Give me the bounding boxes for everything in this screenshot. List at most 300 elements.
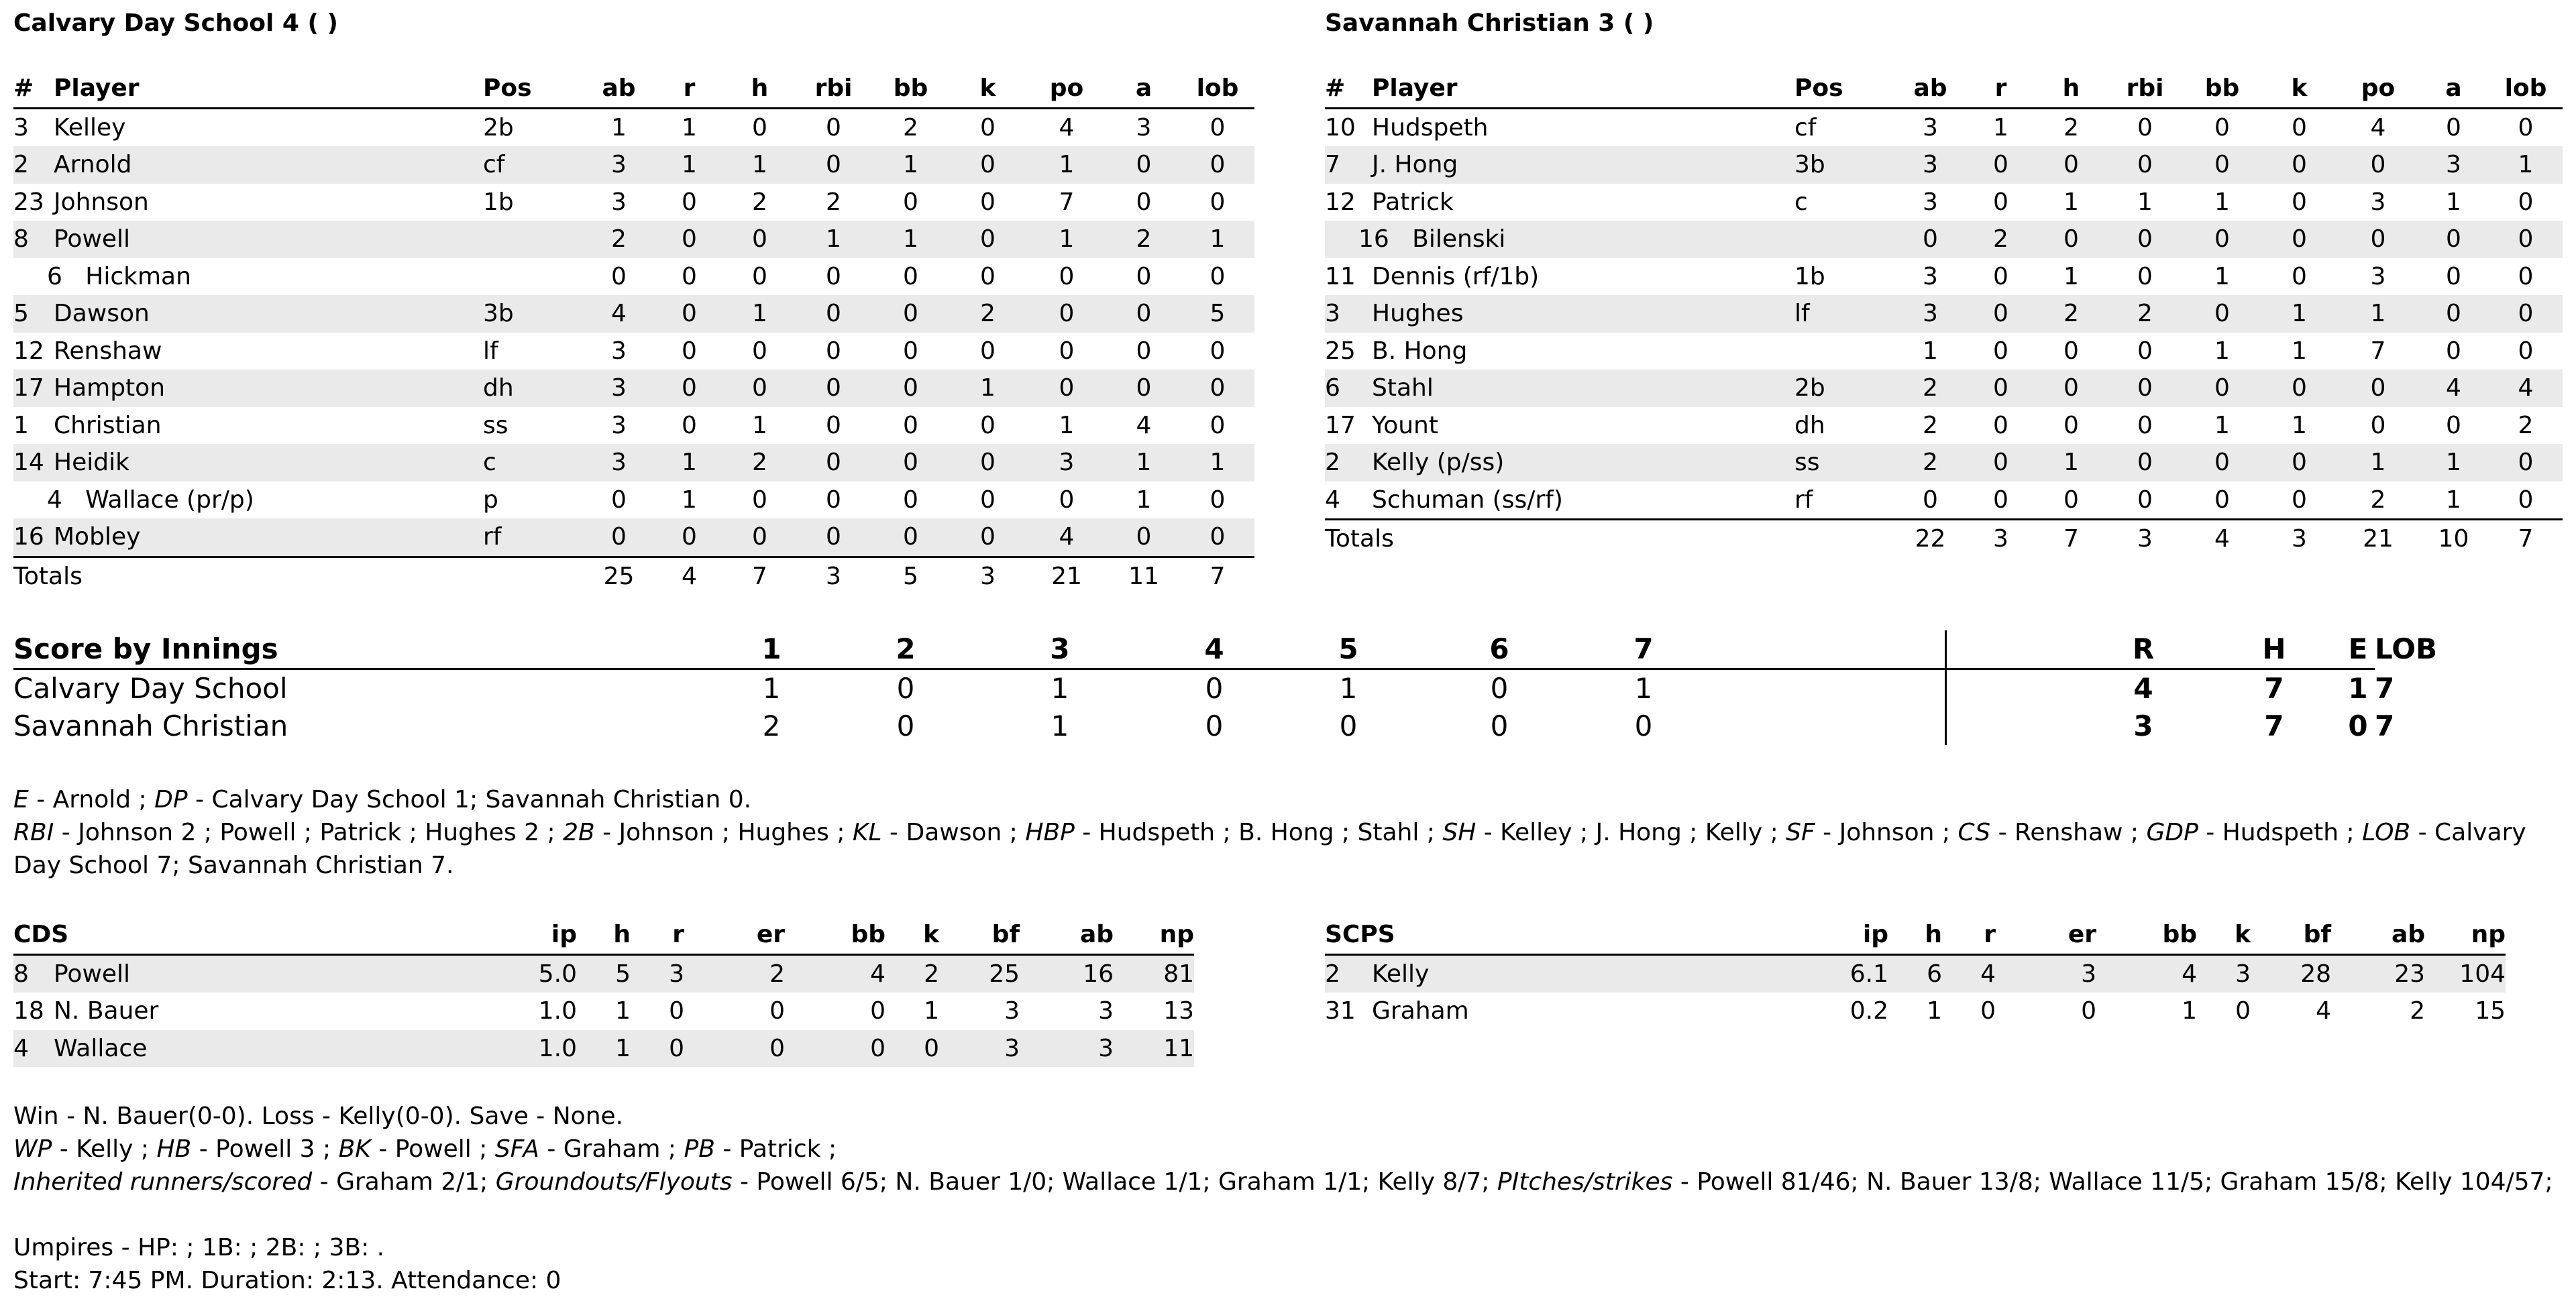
note-text: - Graham ;: [539, 1135, 684, 1163]
stat-h: 1: [1927, 997, 1943, 1025]
inning-runs: 0: [1205, 710, 1224, 742]
player-position: dh: [483, 374, 514, 402]
col-header-ip: ip: [1835, 916, 1888, 954]
stat-r: 0: [1993, 151, 2008, 178]
stat-k: 0: [980, 449, 996, 476]
col-header-rbi: rbi: [2106, 70, 2184, 108]
stat-r: 0: [682, 411, 697, 439]
stat-a: 0: [1136, 374, 1152, 402]
decisions-line: Win - N. Bauer(0-0). Loss - Kelly(0-0). Save - None.: [13, 1102, 624, 1130]
col-header-bb: bb: [785, 916, 885, 954]
col-header-number: #: [1325, 70, 1372, 108]
col-header-np: np: [2425, 916, 2506, 954]
pitching-header-row: [1325, 916, 2506, 954]
col-header-number: #: [13, 70, 54, 108]
note-label: GDP: [2146, 819, 2198, 846]
note-text: - Kelly ;: [52, 1135, 157, 1163]
jersey-number: 10: [1325, 113, 1356, 142]
col-header-player: Player: [1372, 70, 1794, 108]
stat-k: 1: [2292, 300, 2307, 327]
stat-lob: 0: [2518, 188, 2534, 216]
col-header-ip: ip: [523, 916, 577, 954]
inning-runs: 0: [896, 672, 915, 705]
stat-po: 1: [1059, 151, 1075, 178]
jersey-number: 8: [13, 960, 29, 988]
jersey-number: 17: [13, 374, 44, 402]
stat-rbi: 1: [2137, 188, 2153, 216]
player-name: Stahl: [1372, 374, 1434, 402]
stat-rbi: 0: [826, 449, 841, 476]
stat-r: 0: [1993, 337, 2008, 365]
col-header-bf: bf: [2251, 916, 2331, 954]
jersey-number: 4: [13, 1034, 29, 1062]
stat-k: 0: [980, 225, 996, 253]
stat-po: 3: [2370, 188, 2386, 216]
col-header-k: k: [2197, 916, 2251, 954]
innings-divider: [1945, 708, 2080, 745]
col-header-pos: Pos: [483, 70, 584, 108]
stat-po: 4: [2370, 113, 2386, 142]
player-row: [13, 146, 1254, 184]
total-rbi: 3: [795, 557, 872, 595]
stat-r: 0: [1993, 262, 2008, 290]
note-label: SH: [1442, 819, 1477, 846]
player-name: Hampton: [54, 374, 166, 402]
stat-rbi: 0: [2137, 411, 2153, 439]
player-name: Hickman: [85, 262, 191, 290]
stat-h: 0: [752, 262, 767, 290]
stat-h: 2: [2063, 113, 2079, 142]
note-text: - Powell 6/5; N. Bauer 1/0; Wallace 1/1; Graham 1/1; Kelly 8/7;: [732, 1168, 1497, 1196]
stat-ab: 2: [1923, 374, 1938, 402]
game-notes-line-1: [13, 783, 2563, 816]
inning-runs: 1: [1634, 672, 1653, 705]
player-position: 1b: [1794, 262, 1825, 290]
col-header-a: a: [1107, 70, 1181, 108]
stat-rbi: 0: [2137, 113, 2153, 142]
stat-a: 0: [2446, 300, 2461, 327]
player-name-cell: [13, 258, 483, 296]
stat-h: 0: [2063, 374, 2079, 402]
stat-a: 0: [1136, 262, 1152, 290]
stat-h: 0: [2063, 151, 2079, 178]
player-position: ss: [1794, 449, 1820, 476]
stat-ab: 0: [611, 262, 627, 290]
stat-r: 1: [682, 486, 697, 514]
stat-bf: 4: [2316, 997, 2332, 1025]
stat-a: 2: [1136, 225, 1152, 253]
stat-ab: 2: [611, 225, 627, 253]
umpires-line: Umpires - HP: ; 1B: ; 2B: ; 3B: .: [13, 1234, 385, 1261]
player-row: [13, 221, 1254, 258]
stat-r: 1: [1993, 113, 2008, 142]
note-label: DP: [154, 786, 188, 813]
stat-lob: 0: [1210, 188, 1226, 216]
stat-r: 0: [682, 188, 697, 216]
away-pitching-table: [13, 916, 1194, 1067]
note-label: LOB: [2362, 819, 2411, 846]
jersey-number: 14: [13, 449, 44, 476]
player-row: [1325, 482, 2563, 520]
total-ab: 25: [584, 557, 654, 595]
player-position: [1794, 333, 1895, 370]
col-header-lob: lob: [2489, 70, 2563, 108]
stat-h: 0: [2063, 411, 2079, 439]
note-label: Groundouts/Flyouts: [495, 1168, 733, 1196]
player-row: [13, 518, 1254, 557]
stat-rbi: 0: [2137, 449, 2153, 476]
total-bb: 4: [2184, 520, 2261, 558]
stat-k: 1: [2292, 337, 2307, 365]
col-header-ab: ab: [1020, 916, 1114, 954]
player-name-cell: [1325, 221, 1794, 258]
stat-k: 0: [2292, 113, 2307, 142]
pitching-team-title: SCPS: [1325, 916, 1835, 954]
player-name: Dawson: [54, 300, 150, 327]
stat-lob: 0: [2518, 262, 2534, 290]
player-position: [483, 221, 584, 258]
stat-bb: 0: [2214, 113, 2230, 142]
stat-rbi: 0: [2137, 262, 2153, 290]
home-batting-table: [1325, 70, 2563, 558]
stat-bb: 0: [903, 262, 918, 290]
player-name-cell: [13, 482, 483, 519]
note-text: - Graham 2/1;: [312, 1168, 496, 1196]
stat-a: 0: [2446, 113, 2461, 142]
note-text: - Kelley ; J. Hong ; Kelly ;: [1476, 819, 1786, 846]
stat-bb: 0: [870, 997, 886, 1025]
stat-bb: 1: [2214, 262, 2230, 290]
pitcher-row: [13, 993, 1194, 1030]
totals-label: Totals: [1325, 520, 1895, 558]
stat-lob: 0: [1210, 113, 1226, 142]
player-position: 2b: [1794, 374, 1825, 402]
jersey-number: 25: [1325, 337, 1356, 365]
jersey-number: 5: [13, 300, 29, 327]
inning-header: 1: [704, 630, 839, 669]
stat-lob: 0: [1210, 523, 1226, 551]
stat-bb: 1: [2214, 337, 2230, 365]
stat-h: 1: [2063, 188, 2079, 216]
inning-runs: 0: [1205, 672, 1224, 705]
note-label: HB: [156, 1135, 192, 1163]
pitcher-name: Graham: [1372, 997, 1469, 1025]
score-by-innings-table: [13, 630, 2437, 745]
note-label: Inherited runners/scored: [13, 1168, 313, 1196]
col-header-ab: ab: [584, 70, 654, 108]
stat-r: 0: [1993, 300, 2008, 327]
note-label: KL: [852, 819, 882, 846]
stat-bb: 0: [903, 337, 918, 365]
inning-runs: 1: [762, 672, 781, 705]
stat-bb: 2: [903, 113, 918, 142]
stat-lob: 0: [2518, 337, 2534, 365]
stat-bb: 0: [870, 1034, 886, 1062]
stat-k: 1: [980, 374, 996, 402]
inning-runs: 1: [1051, 710, 1069, 742]
note-label: CS: [1957, 819, 1991, 846]
innings-header-row: Score by Innings 1 2 3 4 5 6 7 R H E LOB: [13, 630, 2375, 669]
stat-ab: 2: [1923, 449, 1938, 476]
col-header-po: po: [1026, 70, 1107, 108]
inning-header: 7: [1583, 630, 1704, 669]
stat-bb: 0: [903, 411, 918, 439]
stat-rbi: 1: [826, 225, 841, 253]
note-label: BK: [338, 1135, 371, 1163]
stat-h: 1: [2063, 262, 2079, 290]
stat-po: 0: [1059, 374, 1075, 402]
col-header-h: h: [577, 916, 631, 954]
jersey-number: 4: [47, 486, 62, 514]
stat-bb: 1: [903, 151, 918, 178]
stat-k: 0: [2292, 151, 2307, 178]
player-row: [1325, 295, 2563, 333]
total-a: 10: [2418, 520, 2489, 558]
stat-po: 1: [2370, 449, 2386, 476]
player-position: lf: [483, 337, 498, 365]
note-text: - Dawson ;: [881, 819, 1026, 846]
stat-ab: 3: [611, 188, 627, 216]
stat-po: 0: [1059, 262, 1075, 290]
stat-ip: 0.2: [1849, 997, 1889, 1025]
stat-rbi: 0: [826, 151, 841, 178]
innings-team-name: Savannah Christian: [13, 710, 288, 742]
stat-ab: 0: [1923, 225, 1938, 253]
stat-lob: 1: [1210, 449, 1226, 476]
stat-lob: 0: [1210, 337, 1226, 365]
jersey-number: 2: [1325, 449, 1340, 476]
player-name: Wallace (pr/p): [85, 486, 254, 514]
col-header-k: k: [949, 70, 1026, 108]
inning-runs: 0: [1490, 672, 1509, 705]
player-position: p: [483, 486, 498, 514]
stat-rbi: 0: [826, 337, 841, 365]
stat-ab: 3: [611, 449, 627, 476]
player-position: lf: [1794, 300, 1810, 327]
stat-h: 1: [752, 151, 767, 178]
col-header-h: h: [1888, 916, 1942, 954]
innings-divider: [1945, 630, 2080, 669]
stat-k: 3: [2235, 960, 2251, 988]
player-position: dh: [1794, 411, 1825, 439]
stat-k: 0: [2292, 262, 2307, 290]
totals-label: Totals: [13, 557, 584, 595]
player-row: [1325, 184, 2563, 221]
stat-a: 4: [2446, 374, 2461, 402]
note-text: - Powell 81/46; N. Bauer 13/8; Wallace 11/5; Graham 15/8; Kelly 104/57;: [1672, 1168, 2553, 1196]
col-header-er: er: [1996, 916, 2096, 954]
stat-np: 81: [1163, 960, 1195, 988]
player-row: [13, 444, 1254, 482]
stat-lob: 0: [1210, 374, 1226, 402]
stat-h: 0: [2063, 486, 2079, 514]
team-total-e: 1: [2348, 672, 2368, 705]
stat-a: 3: [1136, 113, 1152, 142]
player-name: Bilenski: [1412, 225, 1506, 253]
game-notes-line-2: [13, 816, 2563, 882]
away-team-title: Calvary Day School 4 ( ): [13, 9, 338, 37]
stat-a: 0: [1136, 188, 1152, 216]
start-duration-attendance: Start: 7:45 PM. Duration: 2:13. Attendance: 0: [13, 1267, 561, 1294]
stat-r: 0: [682, 225, 697, 253]
stat-bf: 3: [1004, 1034, 1020, 1062]
pitcher-name: Powell: [54, 960, 131, 988]
stat-ab: 3: [611, 337, 627, 365]
stat-ip: 1.0: [538, 1034, 578, 1062]
stat-bb: 0: [2214, 300, 2230, 327]
stat-k: 0: [2292, 225, 2307, 253]
player-name: Christian: [54, 411, 162, 439]
stat-bb: 1: [2214, 411, 2230, 439]
col-header-lob: lob: [1181, 70, 1254, 108]
pitcher-name: Kelly: [1372, 960, 1430, 988]
stat-er: 3: [2081, 960, 2097, 988]
stat-bb: 1: [2182, 997, 2198, 1025]
inning-runs: 0: [896, 710, 915, 742]
stat-po: 4: [1059, 113, 1075, 142]
player-name: Hudspeth: [1372, 113, 1489, 142]
pitcher-row: [1325, 993, 2506, 1030]
stat-lob: 0: [2518, 113, 2534, 142]
player-row: [13, 184, 1254, 221]
stat-r: 0: [1993, 411, 2008, 439]
player-row: [13, 370, 1254, 407]
col-header-bf: bf: [939, 916, 1020, 954]
jersey-number: 23: [13, 188, 44, 216]
total-po: 21: [2338, 520, 2418, 558]
player-name: Johnson: [54, 188, 149, 216]
note-text: - Hudspeth ;: [2198, 819, 2363, 846]
stat-lob: 0: [1210, 262, 1226, 290]
note-text: - Johnson ; Hughes ;: [594, 819, 853, 846]
innings-divider: [1945, 669, 2080, 708]
stat-ab: 3: [1923, 151, 1938, 178]
stat-k: 1: [2292, 411, 2307, 439]
stat-bf: 28: [2300, 960, 2332, 988]
stat-rbi: 0: [826, 523, 841, 551]
stat-k: 0: [2292, 449, 2307, 476]
player-name: Dennis (rf/1b): [1372, 262, 1540, 290]
stat-rbi: 0: [826, 486, 841, 514]
player-name: B. Hong: [1372, 337, 1468, 365]
stat-r: 0: [1993, 449, 2008, 476]
jersey-number: 3: [13, 113, 29, 142]
stat-po: 0: [2370, 225, 2386, 253]
stat-ab: 3: [1923, 300, 1938, 327]
stat-r: 0: [669, 997, 685, 1025]
stat-rbi: 2: [826, 188, 841, 216]
total-header-r: R: [2080, 630, 2207, 669]
stat-po: 7: [1059, 188, 1075, 216]
jersey-number: 31: [1325, 997, 1356, 1025]
note-label: 2B: [563, 819, 595, 846]
total-header-h: H: [2207, 630, 2341, 669]
stat-k: 0: [980, 262, 996, 290]
total-r: 4: [654, 557, 724, 595]
stat-r: 0: [682, 262, 697, 290]
stat-r: 0: [682, 337, 697, 365]
inning-header: 2: [839, 630, 973, 669]
stat-a: 0: [1136, 523, 1152, 551]
stat-ab: 16: [1083, 960, 1114, 988]
player-position: 2b: [483, 113, 514, 142]
stat-ab: 0: [611, 523, 627, 551]
jersey-number: 6: [1325, 374, 1340, 402]
stat-rbi: 0: [826, 300, 841, 327]
pitching-notes: [13, 1100, 2563, 1198]
total-ab: 22: [1895, 520, 1966, 558]
note-label: RBI: [13, 819, 54, 846]
col-header-r: r: [654, 70, 724, 108]
player-row: [1325, 407, 2563, 445]
stat-r: 0: [1993, 374, 2008, 402]
stat-ab: 3: [611, 411, 627, 439]
total-k: 3: [949, 557, 1026, 595]
stat-k: 1: [924, 997, 940, 1025]
stat-np: 11: [1163, 1034, 1195, 1062]
col-header-rbi: rbi: [795, 70, 872, 108]
jersey-number: 11: [1325, 262, 1356, 290]
stat-h: 1: [2063, 449, 2079, 476]
stat-bb: 0: [903, 486, 918, 514]
stat-r: 0: [682, 374, 697, 402]
innings-spacer: [1704, 708, 1945, 745]
stat-r: 3: [669, 960, 685, 988]
jersey-number: 6: [47, 262, 62, 290]
stat-bb: 4: [2182, 960, 2198, 988]
stat-a: 3: [2446, 151, 2461, 178]
player-position: c: [483, 449, 496, 476]
jersey-number: 7: [1325, 151, 1340, 178]
stat-h: 0: [2063, 337, 2079, 365]
stat-po: 3: [2370, 262, 2386, 290]
player-row: [1325, 221, 2563, 258]
player-name: Patrick: [1372, 188, 1454, 216]
stat-h: 1: [752, 411, 767, 439]
note-text: - Calvary Day School 1; Savannah Christian 0.: [187, 786, 752, 813]
pitcher-row: [13, 954, 1194, 993]
total-lob: 7: [1181, 557, 1254, 595]
stat-rbi: 0: [826, 411, 841, 439]
stat-ab: 23: [2394, 960, 2426, 988]
stat-lob: 0: [2518, 300, 2534, 327]
stat-rbi: 0: [2137, 151, 2153, 178]
inning-header: 3: [973, 630, 1147, 669]
pitcher-row: [1325, 954, 2506, 993]
stat-bf: 25: [989, 960, 1020, 988]
player-position: rf: [1794, 486, 1813, 514]
player-name: Schuman (ss/rf): [1372, 486, 1563, 514]
col-header-h: h: [2036, 70, 2106, 108]
home-pitching-table: [1325, 916, 2506, 1030]
player-name: Powell: [54, 225, 131, 253]
total-po: 21: [1026, 557, 1107, 595]
stat-r: 1: [682, 151, 697, 178]
stat-po: 0: [2370, 411, 2386, 439]
away-batting-table: [13, 70, 1254, 595]
player-position: [1794, 221, 1895, 258]
pitcher-name: N. Bauer: [54, 997, 159, 1025]
total-lob: 7: [2489, 520, 2563, 558]
stat-r: 0: [682, 300, 697, 327]
stat-r: 0: [1980, 997, 1996, 1025]
stat-h: 0: [2063, 225, 2079, 253]
stat-bb: 1: [903, 225, 918, 253]
stat-r: 0: [1993, 486, 2008, 514]
stat-h: 0: [752, 225, 767, 253]
col-header-k: k: [2261, 70, 2338, 108]
col-header-ab: ab: [2331, 916, 2425, 954]
